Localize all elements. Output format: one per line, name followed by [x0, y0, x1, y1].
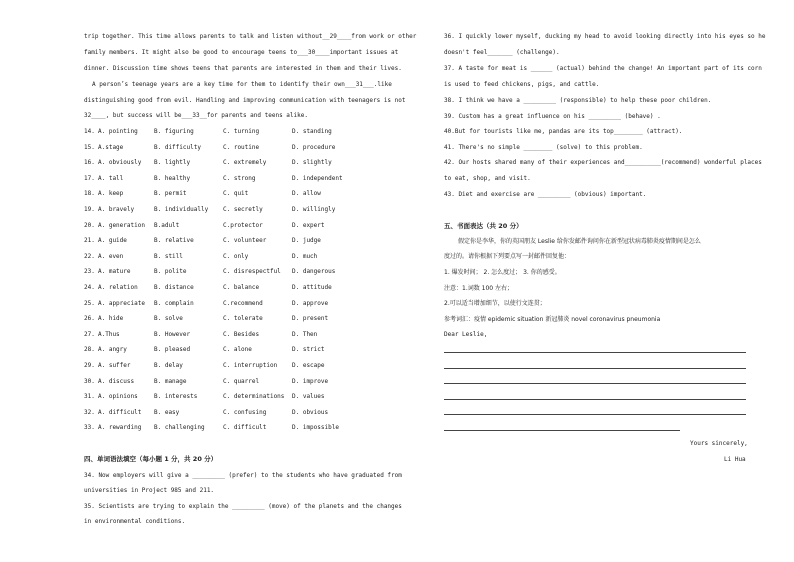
option-row [84, 206, 390, 214]
writing-note-1: 注意：1.词数 100 左右； [444, 285, 513, 292]
option-d: D. much [292, 252, 318, 260]
option-row [84, 409, 390, 417]
option-a: A. relation [98, 284, 138, 291]
question-37-cont: is used to feed chickens, pigs, and cattle. [444, 81, 600, 88]
option-d: D. expert [292, 221, 325, 229]
option-row [84, 222, 390, 230]
option-row [84, 253, 390, 261]
question-41: 41. There's no simple ________ (solve) to this problem. [444, 144, 643, 151]
answer-line[interactable] [444, 352, 746, 353]
option-b: B. healthy [154, 174, 191, 182]
question-number: 23. [84, 268, 95, 276]
answer-line[interactable] [444, 399, 746, 400]
option-d: D. values [292, 393, 325, 401]
option-c: C. quit [223, 190, 249, 198]
passage-line: dinner. Discussion time shows teens that parents are interested in them and their lives. [84, 65, 402, 72]
option-c: C. Besides [223, 330, 260, 338]
question-34: 34. Now employers will give a _________ (prefer) to the students who have graduated from [84, 472, 402, 479]
answer-line[interactable] [444, 383, 746, 384]
option-a: A. tall [98, 174, 124, 182]
option-c: C. routine [223, 143, 260, 151]
option-d: D. Then [292, 330, 318, 338]
option-a: A. even [98, 252, 124, 260]
option-d: D. independent [292, 174, 343, 182]
option-row [84, 315, 390, 323]
letter-salutation: Dear Leslie, [444, 331, 488, 338]
option-row [84, 128, 390, 136]
option-d: D. standing [292, 128, 332, 135]
option-b: B. distance [154, 284, 194, 291]
option-b: B. However [154, 330, 191, 338]
question-number: 24. [84, 284, 95, 291]
option-c: C. only [223, 252, 249, 260]
option-a: A. appreciate [98, 299, 145, 307]
question-number: 31. [84, 393, 95, 401]
option-row [84, 331, 390, 339]
section-4-title: 四、单词语法填空（每小题 1 分，共 20 分） [84, 455, 218, 463]
option-d: D. dangerous [292, 268, 336, 276]
question-number: 20. [84, 221, 95, 229]
option-a: A. opinions [98, 393, 138, 401]
option-b: B. still [154, 252, 183, 260]
passage-line: distinguishing good from evil. Handling and improving communication with teenagers is not [84, 97, 406, 104]
question-36: 36. I quickly lower myself, ducking my head to avoid looking directly into his eyes so he [444, 33, 766, 40]
option-b: B. permit [154, 190, 187, 198]
option-d: D. improve [292, 377, 329, 385]
option-d: D. procedure [292, 143, 336, 151]
option-a: A. keep [98, 190, 124, 198]
question-35-cont: in environmental conditions. [84, 518, 186, 525]
option-d: D. impossible [292, 424, 339, 432]
option-d: D. present [292, 315, 329, 323]
option-a: A.Thus [98, 330, 120, 338]
option-row [84, 362, 390, 370]
option-b: B. easy [154, 408, 180, 416]
option-b: B. pleased [154, 346, 191, 354]
option-c: C.protector [223, 221, 263, 229]
option-c: C. alone [223, 346, 252, 354]
option-row [84, 159, 390, 167]
option-c: C. difficult [223, 424, 267, 432]
question-number: 25. [84, 299, 95, 307]
writing-prompt-cont: 度过的。请你根据下列要点写一封邮件回复他： [444, 253, 571, 260]
option-c: C. extremely [223, 159, 267, 167]
option-b: B. difficulty [154, 143, 201, 151]
question-number: 14. [84, 128, 95, 135]
option-b: B. delay [154, 362, 183, 369]
question-40: 40.But for tourists like me, pandas are its top________ (attract). [444, 128, 683, 135]
question-number: 15. [84, 143, 95, 151]
option-row [84, 378, 390, 386]
option-b: B. challenging [154, 424, 205, 432]
question-42-cont: to eat, shop, and visit. [444, 175, 531, 182]
option-a: A. difficult [98, 408, 142, 416]
option-d: D. willingly [292, 206, 336, 213]
option-d: D. approve [292, 299, 329, 307]
option-c: C. quarrel [223, 377, 260, 385]
passage-line: A person’s teenage years are a key time for them to identify their own___31___.like [92, 81, 392, 88]
question-number: 27. [84, 330, 95, 338]
option-row [84, 268, 390, 276]
passage-line: 32____, but success will be___33__for parents and teens alike. [84, 112, 308, 119]
letter-signature: Li Hua [724, 456, 746, 463]
passage-line: family members. It might also be good to encourage teens to___30____important issues at [84, 49, 399, 56]
question-number: 18. [84, 190, 95, 198]
question-34-cont: universities in Project 985 and 211. [84, 487, 215, 494]
section-5-title: 五、书面表达（共 20 分） [444, 222, 523, 230]
question-35: 35. Scientists are trying to explain the _________ (move) of the planets and the changes [84, 503, 402, 510]
question-37: 37. A taste for meat is ______ (actual) behind the change! An important part of its corn [444, 65, 762, 72]
option-a: A. suffer [98, 362, 131, 369]
option-row [84, 346, 390, 354]
option-c: C. turning [223, 128, 260, 135]
question-42: 42. Our hosts shared many of their experiences and__________(recommend) wonderful places [444, 159, 762, 166]
option-b: B.adult [154, 221, 180, 229]
writing-vocab: 参考词汇：疫情 epidemic situation 新冠肺炎 novel coronavirus pneumonia [444, 316, 661, 323]
option-a: A. guide [98, 237, 127, 245]
option-d: D. judge [292, 237, 321, 245]
option-c: C. interruption [223, 362, 278, 369]
option-a: A. generation [98, 221, 145, 229]
question-number: 29. [84, 362, 95, 369]
question-number: 33. [84, 424, 95, 432]
option-c: C. disrespectful [223, 268, 281, 276]
option-b: B. manage [154, 377, 187, 385]
option-c: C. confusing [223, 408, 267, 416]
question-number: 16. [84, 159, 95, 167]
question-number: 21. [84, 237, 95, 245]
option-row [84, 190, 390, 198]
option-a: A. bravely [98, 206, 135, 213]
question-36-cont: doesn't feel_______ (challenge). [444, 49, 560, 56]
option-c: C. tolerate [223, 315, 263, 323]
question-number: 17. [84, 174, 95, 182]
option-b: B. complain [154, 299, 194, 307]
option-b: B. lightly [154, 159, 191, 167]
answer-line[interactable] [444, 414, 746, 415]
option-a: A. discuss [98, 377, 135, 385]
option-c: C. determinations [223, 393, 285, 401]
option-b: B. solve [154, 315, 183, 323]
option-d: D. slightly [292, 159, 332, 167]
question-number: 30. [84, 377, 95, 385]
option-c: C. secretly [223, 206, 263, 213]
option-b: B. relative [154, 237, 194, 245]
question-39: 39. Custom has a great influence on his _________ (behave) . [444, 113, 661, 120]
option-d: D. obvious [292, 408, 329, 416]
option-a: A. hide [98, 315, 124, 323]
option-b: B. interests [154, 393, 198, 401]
option-a: A. obviously [98, 159, 142, 167]
question-number: 26. [84, 315, 95, 323]
answer-line[interactable] [444, 368, 746, 369]
option-a: A. pointing [98, 128, 138, 135]
question-number: 32. [84, 408, 95, 416]
option-d: D. allow [292, 190, 321, 198]
writing-points: 1. 爆发时间； 2. 怎么度过； 3. 你的感受。 [444, 269, 561, 276]
option-row [84, 284, 390, 292]
option-a: A. rewarding [98, 424, 142, 432]
option-d: D. attitude [292, 284, 332, 291]
option-c: C. strong [223, 174, 256, 182]
option-b: B. polite [154, 268, 187, 276]
question-38: 38. I think we have a _________ (responsible) to help these poor children. [444, 97, 712, 104]
option-c: C.recommend [223, 299, 263, 307]
option-d: D. escape [292, 362, 325, 369]
question-number: 28. [84, 346, 95, 354]
option-a: A. mature [98, 268, 131, 276]
question-number: 19. [84, 206, 95, 213]
letter-closing: Yours sincerely, [690, 440, 748, 447]
writing-prompt: 假定你是李华，你的英国朋友 Leslie 给你发邮件询问你在新型冠状病毒肺炎疫情期间是怎么 [458, 238, 701, 245]
option-c: C. balance [223, 284, 260, 291]
option-a: A.stage [98, 143, 124, 151]
option-b: B. figuring [154, 128, 194, 135]
question-number: 22. [84, 252, 95, 260]
option-row [84, 175, 390, 183]
option-c: C. volunteer [223, 237, 267, 245]
option-row [84, 237, 390, 245]
option-row [84, 144, 390, 152]
question-43: 43. Diet and exercise are _________ (obvious) important. [444, 191, 647, 198]
writing-note-2: 2.可以适当增加细节，以使行文连贯； [444, 300, 546, 307]
option-a: A. angry [98, 346, 127, 354]
passage-line: trip together. This time allows parents to talk and listen without__29____from work or other [84, 33, 417, 40]
option-row [84, 424, 390, 432]
option-row [84, 393, 390, 401]
option-d: D. strict [292, 346, 325, 354]
answer-line[interactable] [444, 430, 680, 431]
option-row [84, 300, 390, 308]
option-b: B. individually [154, 206, 209, 213]
